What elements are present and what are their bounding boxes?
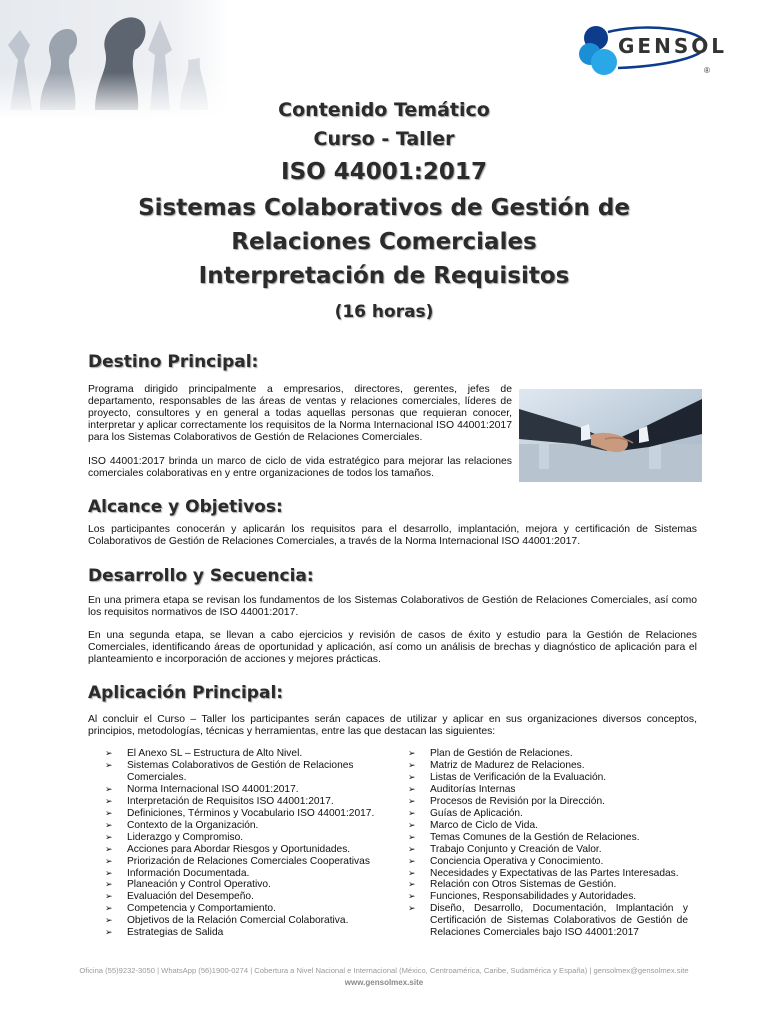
list-item: ➢ El Anexo SL – Estructura de Alto Nivel. — [105, 748, 375, 760]
list-item: ➢ Trabajo Conjunto y Creación de Valor. — [408, 844, 688, 856]
list-item: ➢ Planeación y Control Operativo. — [105, 879, 375, 891]
list-item: ➢ Auditorías Internas — [408, 784, 688, 796]
section-title-alcance: Alcance y Objetivos: — [88, 497, 283, 517]
header-iso: ISO 44001:2017 — [281, 159, 487, 185]
footer-contact: Oficina (55)9232-3050 | WhatsApp (56)1900-0274 | Cobertura a Nivel Nacional e Internacional (México, Centroamérica, Caribe, Sudamérica y España) | gensolmex@gensolmex.site — [79, 966, 689, 975]
section-title-desarrollo: Desarrollo y Secuencia: — [88, 566, 314, 586]
desarrollo-paragraph-1: En una primera etapa se revisan los fundamentos de los Sistemas Colaborativos de Gestión de Relaciones Comerciales, así como los requisitos normativos de ISO 44001:2017. — [88, 595, 697, 618]
list-item: ➢ Norma Internacional ISO 44001:2017. — [105, 784, 375, 796]
list-item: ➢ Temas Comunes de la Gestión de Relaciones. — [408, 832, 688, 844]
list-item: ➢ Diseño, Desarrollo, Documentación, Implantación y Certificación de Sistemas Colaborativos de Gestión de Relaciones Comerciales bajo ISO 44001:2017 — [408, 903, 688, 939]
list-item: ➢ Matriz de Madurez de Relaciones. — [408, 760, 688, 772]
header-line-4: Sistemas Colaborativos de Gestión de — [138, 195, 630, 221]
alcance-paragraph-1: Los participantes conocerán y aplicarán los requisitos para el desarrollo, implantación, mejora y certificación de Sistemas Colaborativos de Gestión de Relaciones Comerciales, a través de la Norma Internacional ISO 44001:2017. — [88, 524, 697, 547]
list-item: ➢ Liderazgo y Compromiso. — [105, 832, 375, 844]
list-item: ➢ Evaluación del Desempeño. — [105, 891, 375, 903]
list-item: ➢ Funciones, Responsabilidades y Autoridades. — [408, 891, 688, 903]
header-hours: (16 horas) — [334, 302, 434, 322]
list-item: ➢ Sistemas Colaborativos de Gestión de Relaciones Comerciales. — [105, 760, 375, 784]
handshake-photo — [519, 389, 702, 482]
list-item: ➢ Contexto de la Organización. — [105, 820, 375, 832]
header-line-5: Relaciones Comerciales — [231, 229, 537, 255]
list-item: ➢ Información Documentada. — [105, 868, 375, 880]
header-line-1: Contenido Temático — [278, 99, 490, 121]
list-item: ➢ Listas de Verificación de la Evaluación. — [408, 772, 688, 784]
list-item: ➢ Plan de Gestión de Relaciones. — [408, 748, 688, 760]
aplicacion-paragraph-1: Al concluir el Curso – Taller los participantes serán capaces de utilizar y aplicar en sus organizaciones diversos conceptos, principios, metodologías, técnicas y herramientas, entre las que destacan las siguientes: — [88, 714, 697, 737]
list-item: ➢ Guías de Aplicación. — [408, 808, 688, 820]
section-title-aplicacion: Aplicación Principal: — [88, 683, 284, 703]
header-line-6: Interpretación de Requisitos — [198, 263, 570, 289]
section-title-destino: Destino Principal: — [88, 352, 259, 372]
gensol-logo — [578, 22, 727, 82]
destino-paragraph-1: Programa dirigido principalmente a empresarios, directores, gerentes, jefes de departamento, responsables de las áreas de ventas y relaciones comerciales, líderes de proyecto, consultores y en general a todas aquellas personas que requieran conocer, interpretar y aplicar correctamente los requisitos de la Norma Internacional ISO 44001:2017 para los Sistemas Colaborativos de Gestión de Relaciones Comerciales. — [88, 384, 512, 443]
list-item: ➢ Marco de Ciclo de Vida. — [408, 820, 688, 832]
list-item: ➢ Necesidades y Expectativas de las Partes Interesadas. — [408, 868, 688, 880]
footer-website[interactable]: www.gensolmex.site — [344, 978, 424, 987]
topics-list-right — [408, 748, 688, 939]
topics-list-left — [105, 748, 375, 939]
list-item: ➢ Acciones para Abordar Riesgos y Oportunidades. — [105, 844, 375, 856]
header-line-2: Curso - Taller — [313, 128, 455, 150]
list-item: ➢ Objetivos de la Relación Comercial Colaborativa. — [105, 915, 375, 927]
list-item: ➢ Competencia y Comportamiento. — [105, 903, 375, 915]
list-item: ➢ Interpretación de Requisitos ISO 44001:2017. — [105, 796, 375, 808]
list-item: ➢ Definiciones, Términos y Vocabulario ISO 44001:2017. — [105, 808, 375, 820]
list-item: ➢ Relación con Otros Sistemas de Gestión. — [408, 879, 688, 891]
logo-text: GENSOL — [618, 34, 727, 58]
list-item: ➢ Estrategias de Salida — [105, 927, 375, 939]
registered-mark: ® — [704, 66, 710, 75]
list-item: ➢ Conciencia Operativa y Conocimiento. — [408, 856, 688, 868]
desarrollo-paragraph-2: En una segunda etapa, se llevan a cabo ejercicios y revisión de casos de éxito y estudio para la Gestión de Relaciones Comerciales, identificando áreas de oportunidad y aplicación, así como un análisis de brechas y diagnóstico de aplicación para el planteamiento e incorporación de acciones y mejores prácticas. — [88, 630, 697, 665]
list-item: ➢ Procesos de Revisión por la Dirección. — [408, 796, 688, 808]
list-item: ➢ Priorización de Relaciones Comerciales Cooperativas — [105, 856, 375, 868]
destino-paragraph-2: ISO 44001:2017 brinda un marco de ciclo de vida estratégico para mejorar las relaciones comerciales colaborativas en y entre organizaciones de todos los tamaños. — [88, 456, 512, 479]
